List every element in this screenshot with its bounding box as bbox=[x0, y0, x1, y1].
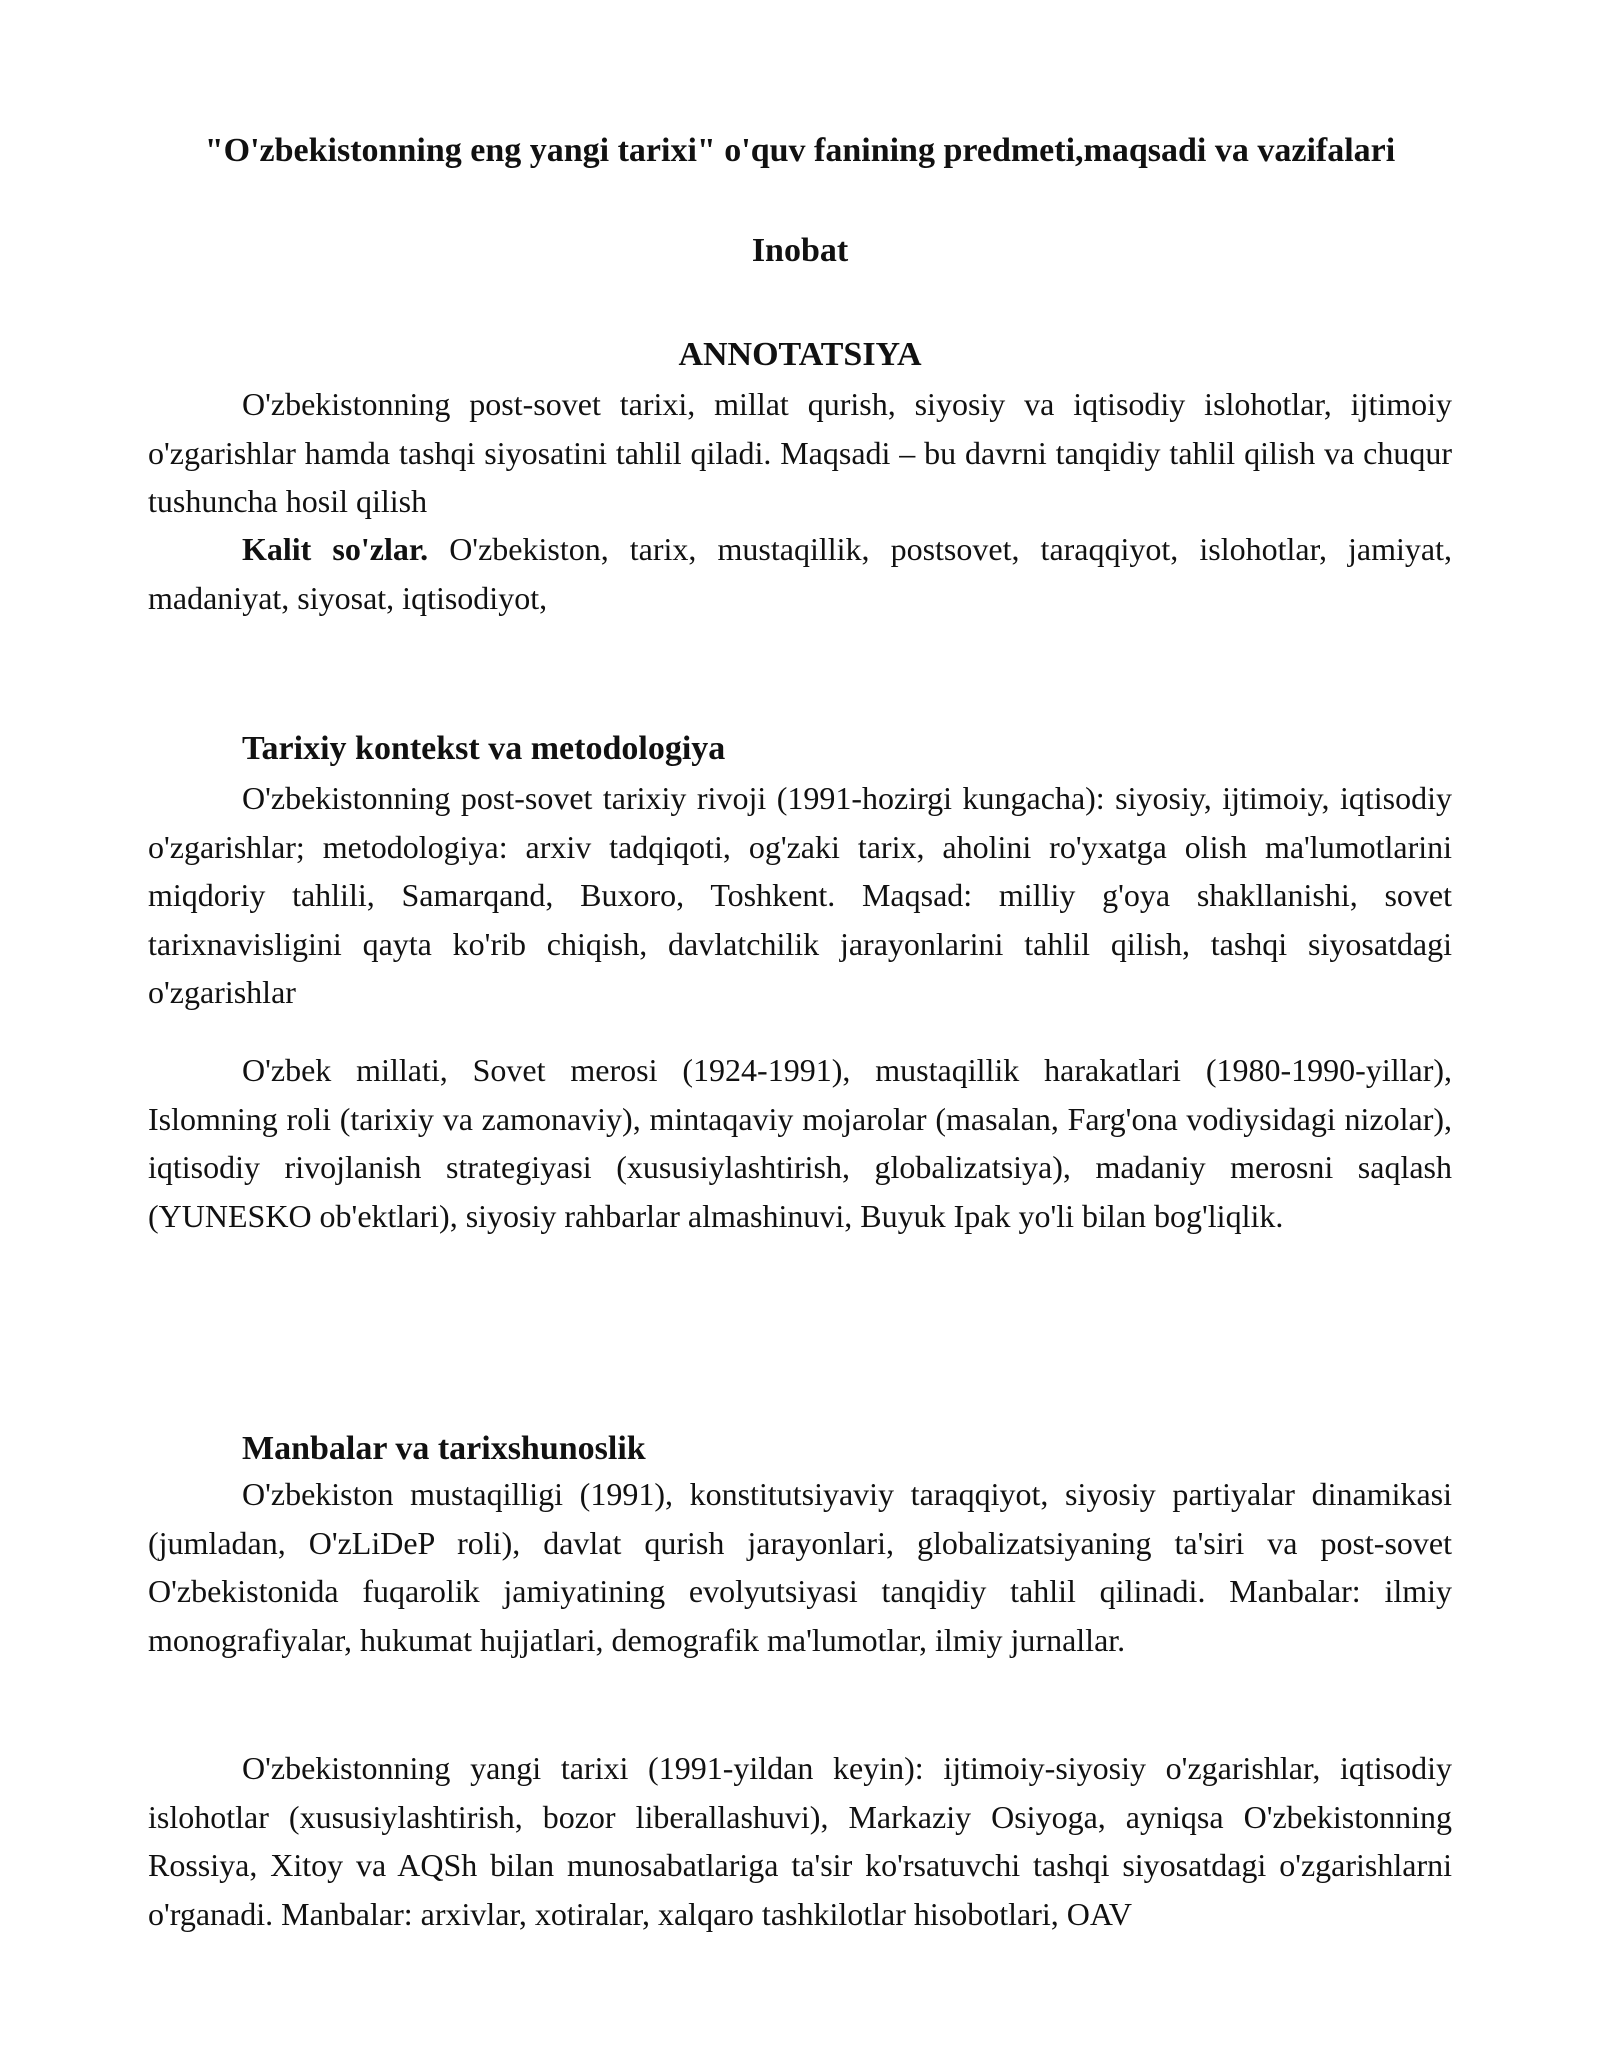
author-name: Inobat bbox=[751, 232, 849, 269]
section-heading-context: Tarixiy kontekst va metodologiya bbox=[242, 730, 726, 767]
section-sources-paragraph-2: O'zbekistonning yangi tarixi (1991-yildan keyin): ijtimoiy-siyosiy o'zgarishlar, iqtisodiy islohotlar (xususiylashtirish, bozor liberallashuvi), Markaziy Osiyoga, ayniqsa O'zbekistonning Rossiya, Xitoy va AQSh bilan munosabatlariga ta'sir ko'rsatuvchi tashqi siyosatdagi o'zgarishlarni o'rganadi. Manbalar: arxivlar, xotiralar, xalqaro tashkilotlar hisobotlari, OAV bbox=[148, 1750, 1452, 1932]
section-heading-sources: Manbalar va tarixshunoslik bbox=[242, 1430, 646, 1467]
keywords-paragraph bbox=[148, 525, 1452, 622]
keywords-label: Kalit so'zlar. bbox=[242, 531, 429, 567]
section-context-paragraph-2: O'zbek millati, Sovet merosi (1924-1991), mustaqillik harakatlari (1980-1990-yillar), Islomning roli (tarixiy va zamonaviy), mintaqaviy mojarolar (masalan, Farg'ona vodiysidagi nizolar), iqtisodiy rivojlanish strategiyasi (xususiylashtirish, globalizatsiya), madaniy merosni saqlash (YUNESKO ob'ektlari), siyosiy rahbarlar almashinuvi, Buyuk Ipak yo'li bilan bog'liqlik. bbox=[148, 1052, 1452, 1234]
annotation-heading: ANNOTATSIYA bbox=[678, 336, 922, 373]
annotation-paragraph: O'zbekistonning post-sovet tarixi, millat qurish, siyosiy va iqtisodiy islohotlar, ijtimoiy o'zgarishlar hamda tashqi siyosatini tahlil qiladi. Maqsadi – bu davrni tanqidiy tahlil qilish va chuqur tushuncha hosil qilish bbox=[148, 386, 1452, 519]
keywords-text: O'zbekiston, tarix, mustaqillik, postsovet, taraqqiyot, islohotlar, jamiyat, madaniyat, siyosat, iqtisodiyot, bbox=[148, 531, 1452, 616]
section-context-paragraph-1: O'zbekistonning post-sovet tarixiy rivoji (1991-hozirgi kungacha): siyosiy, ijtimoiy, iqtisodiy o'zgarishlar; metodologiya: arxiv tadqiqoti, og'zaki tarix, aholini ro'yxatga olish ma'lumotlarini miqdoriy tahlili, Samarqand, Buxoro, Toshkent. Maqsad: milliy g'oya shakllanishi, sovet tarixnavisligini qayta ko'rib chiqish, davlatchilik jarayonlarini tahlil qilish, tashqi siyosatdagi o'zgarishlar bbox=[148, 780, 1452, 1010]
document-title: "O'zbekistonning eng yangi tarixi" o'quv fanining predmeti,maqsadi va vazifalari bbox=[204, 132, 1396, 169]
section-sources-paragraph-1: O'zbekiston mustaqilligi (1991), konstitutsiyaviy taraqqiyot, siyosiy partiyalar dinamikasi (jumladan, O'zLiDeP roli), davlat qurish jarayonlari, globalizatsiyaning ta'siri va post-sovet O'zbekistonida fuqarolik jamiyatining evolyutsiyasi tanqidiy tahlil qilinadi. Manbalar: ilmiy monografiyalar, hukumat hujjatlari, demografik ma'lumotlar, ilmiy jurnallar. bbox=[148, 1476, 1452, 1658]
